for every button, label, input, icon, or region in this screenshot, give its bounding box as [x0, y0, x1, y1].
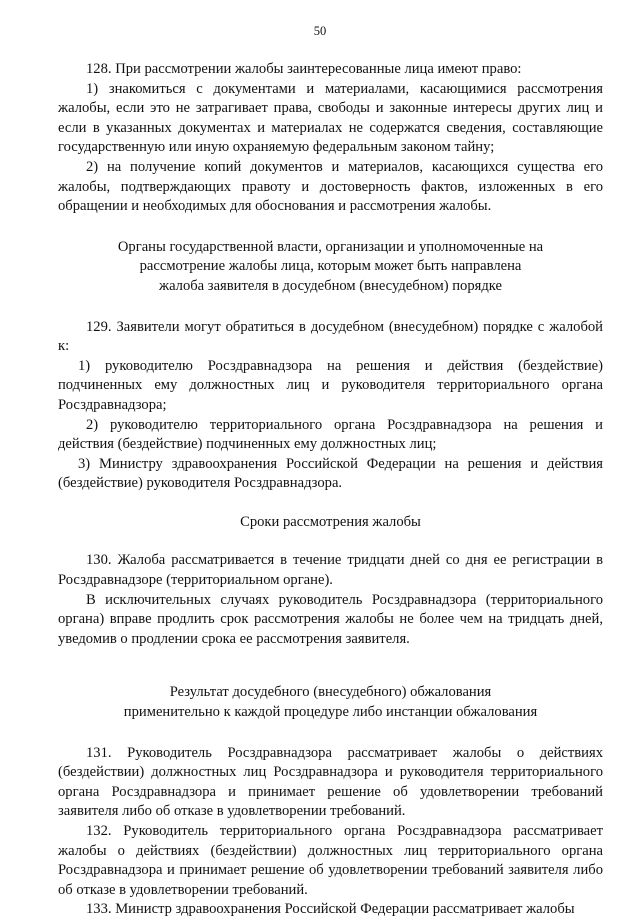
section-133: 133. Министр здравоохранения Российской Федерации рассматривает жалобы: [86, 901, 575, 918]
section-128-item-2: 2) на получение копий документов и материалов, касающихся существа его жалобы, подтверждающих правоту и достоверность фактов, изложенных в его обращении и необходимых для обоснования и рассмотрения жалобы.: [58, 158, 603, 215]
section-129-item-1: 1) руководителю Росздравнадзора на решения и действия (бездействие) подчиненных ему должностных лиц и руководителя территориального органа Росздравнадзора;: [58, 357, 603, 413]
heading-authorities-line-2: рассмотрение жалобы лица, которым может быть направлена: [139, 258, 522, 275]
section-129-item-2: 2) руководителю территориального органа Росздравнадзора на решения и действия (бездействие) подчиненных ему должностных лиц;: [58, 416, 603, 453]
section-131: 131. Руководитель Росздравнадзора рассматривает жалобы о действиях (бездействии) должностных лиц Росздравнадзора и руководителя территориального органа Росздравнадзора и принимает решение об удовлетворении требований заявителя либо об отказе в удовлетворении требований.: [58, 744, 603, 820]
section-130-paragraph-1: 130. Жалоба рассматривается в течение тридцати дней со дня ее регистрации в Росздравнадзоре (территориальном органе).: [58, 552, 603, 589]
heading-authorities-line-1: Органы государственной власти, организации и уполномоченные на: [117, 238, 544, 255]
heading-appeal-result-line-2: применительно к каждой процедуре либо инстанции обжалования: [123, 704, 538, 721]
section-128-item-1: 1) знакомиться с документами и материалами, касающимися рассмотрения жалобы, если это не затрагивает права, свободы и законные интересы других лиц и если в указанных документах и материалах не содержатся сведения, составляющие государственную или иную охраняемую федеральным законом тайну;: [58, 80, 603, 156]
heading-appeal-result-line-1: Результат досудебного (внесудебного) обжалования: [169, 684, 492, 701]
heading-review-terms: Сроки рассмотрения жалобы: [240, 513, 421, 530]
section-129-intro: 129. Заявители могут обратиться в досудебном (внесудебном) порядке с жалобой к:: [58, 318, 603, 355]
heading-authorities-line-3: жалоба заявителя в досудебном (внесудебном) порядке: [158, 277, 502, 294]
section-128-intro: 128. При рассмотрении жалобы заинтересованные лица имеют право:: [86, 61, 522, 77]
section-130-paragraph-2: В исключительных случаях руководитель Росздравнадзора (территориального органа) вправе продлить срок рассмотрения жалобы не более чем на тридцать дней, уведомив о продлении срока ее рассмотрения заявителя.: [58, 591, 603, 647]
document-body: [58, 60, 603, 920]
page-number: 50: [313, 24, 327, 38]
section-132: 132. Руководитель территориального органа Росздравнадзора рассматривает жалобы о действиях (бездействии) должностных лиц территориального органа Росздравнадзора и принимает решение об удовлетворении требований заявителя либо об отказе в удовлетворении требований.: [58, 823, 603, 898]
section-129-item-3: 3) Министру здравоохранения Российской Федерации на решения и действия (бездействие) руководителя Росздравнадзора.: [58, 455, 603, 492]
